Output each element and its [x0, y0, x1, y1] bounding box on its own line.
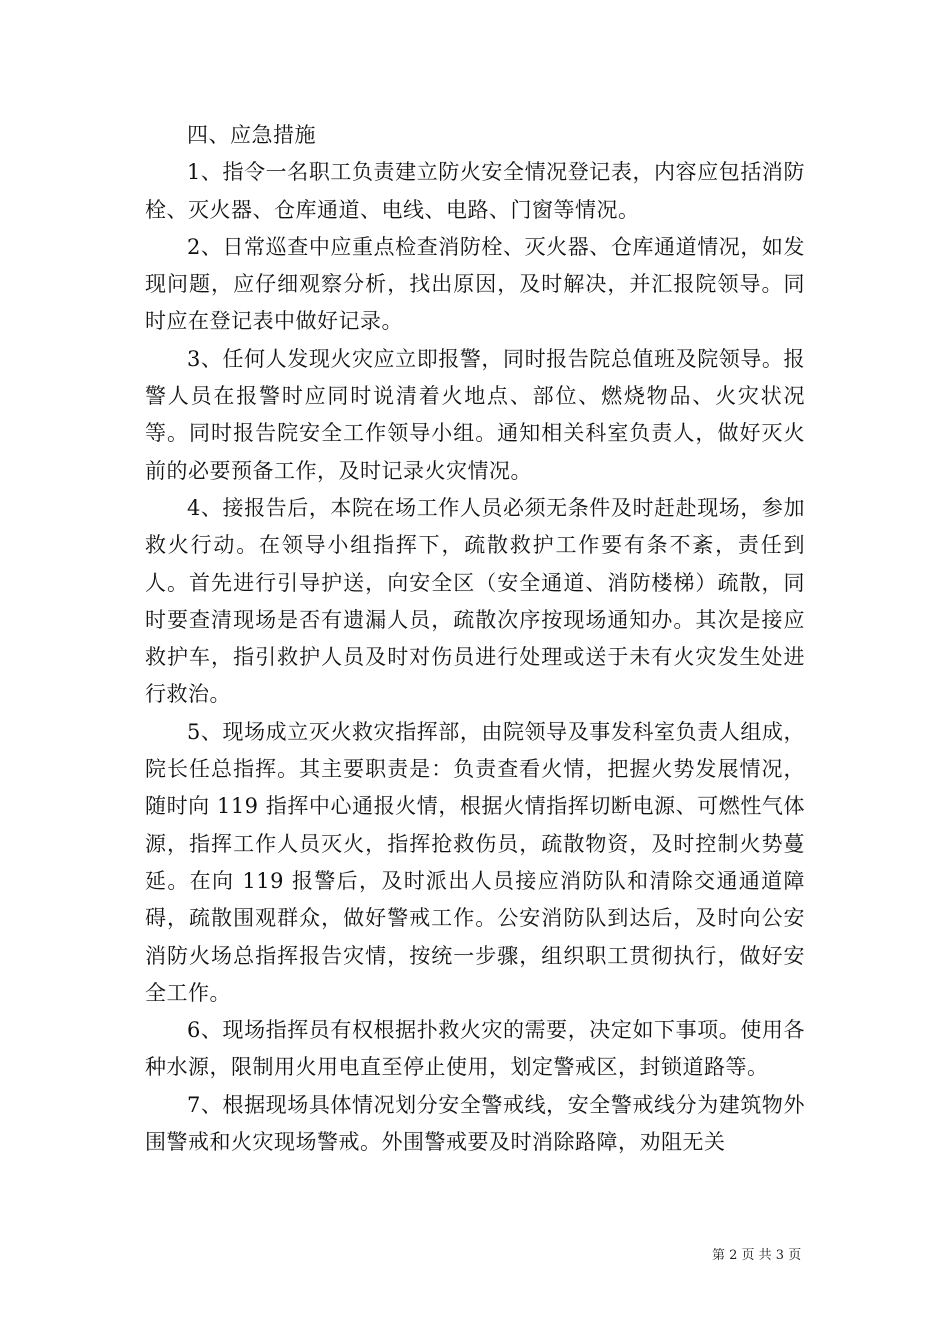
paragraph-5: 5、现场成立灭火救灾指挥部，由院领导及事发科室负责人组成，院长任总指挥。其主要职责是：负责查看火情，把握火势发展情况，随时向 119 指挥中心通报火情，根据火情指挥切断电源、可燃性气体源，指挥工作人员灭火，指挥抢救伤员，疏散物资，及时控制火势蔓延。在向 119 报警后，及时派出人员接应消防队和清除交通通道障碍，疏散围观群众，做好警戒工作。公安消防队到达后，及时向公安消防火场总指挥报告灾情，按统一步骤，组织职工贯彻执行，做好安全工作。 [145, 719, 805, 1005]
paragraph-2: 2、日常巡查中应重点检查消防栓、灭火器、仓库通道情况，如发现问题，应仔细观察分析，找出原因，及时解决，并汇报院领导。同时应在登记表中做好记录。 [145, 234, 805, 334]
page-number: 第 2 页 共 3 页 [712, 1248, 802, 1263]
paragraph-1: 1、指令一名职工负责建立防火安全情况登记表，内容应包括消防栓、灭火器、仓库通道、电线、电路、门窗等情况。 [145, 160, 805, 222]
paragraph-7: 7、根据现场具体情况划分安全警戒线，安全警戒线分为建筑物外围警戒和火灾现场警戒。外围警戒要及时消除路障，劝阻无关 [145, 1092, 805, 1155]
paragraph-6: 6、现场指挥员有权根据扑救火灾的需要，决定如下事项。使用各种水源，限制用火用电直至停止使用，划定警戒区，封锁道路等。 [145, 1018, 805, 1080]
section-heading: 四、应急措施 [187, 123, 316, 147]
paragraph-3: 3、任何人发现火灾应立即报警，同时报告院总值班及院领导。报警人员在报警时应同时说清着火地点、部位、燃烧物品、火灾状况等。同时报告院安全工作领导小组。通知相关科室负责人，做好灭火前的必要预备工作，及时记录火灾情况。 [145, 346, 805, 483]
document-body [145, 117, 805, 1161]
paragraph-4: 4、接报告后，本院在场工作人员必须无条件及时赶赴现场，参加救火行动。在领导小组指挥下，疏散救护工作要有条不紊，责任到人。首先进行引导护送，向安全区（安全通道、消防楼梯）疏散，同时要查清现场是否有遗漏人员，疏散次序按现场通知办。其次是接应救护车，指引救护人员及时对伤员进行处理或送于未有火灾发生处进行救治。 [145, 495, 805, 707]
